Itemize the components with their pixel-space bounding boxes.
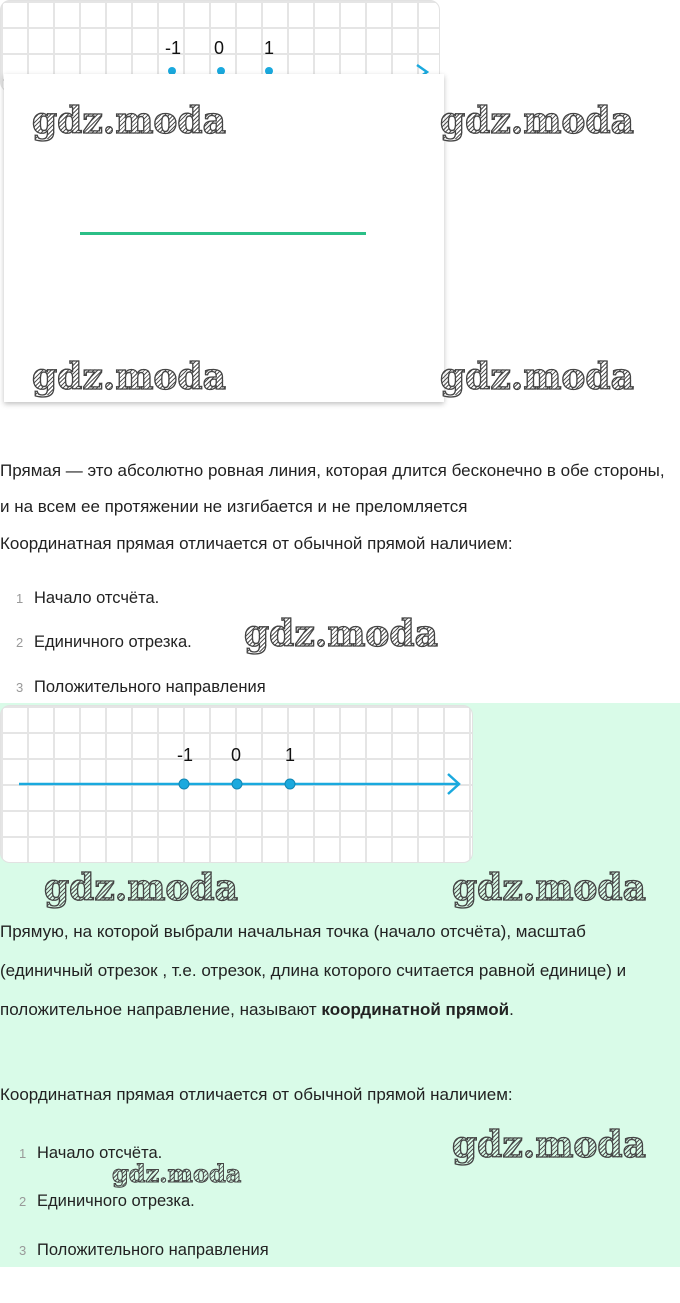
list-item	[19, 1239, 269, 1262]
list-item	[16, 631, 192, 654]
definition-end: .	[509, 1000, 514, 1019]
list-item-number: 3	[19, 1243, 27, 1258]
definition-text: Прямую, на которой выбрали начальная точка (начало отсчёта), масштаб (единичный отрезок , т.е. отрезок, длина которого считается равной единице) и положительное направление, называют	[0, 922, 627, 1019]
watermark: gdz.moda	[440, 356, 634, 398]
list-item-number: 3	[16, 680, 24, 695]
watermark: gdz.moda	[244, 613, 438, 655]
intro-paragraph: Координатная прямая отличается от обычной прямой наличием:	[0, 534, 513, 553]
top-tick-label-0: 0	[214, 38, 225, 58]
watermark: gdz.moda	[32, 356, 226, 398]
list-item-number: 2	[16, 635, 24, 650]
watermark: gdz.moda	[452, 867, 646, 909]
top-tick-label-1: 1	[264, 38, 275, 58]
coordinate-line-definition	[0, 912, 678, 1029]
list-item-label: Единичного отрезка.	[34, 633, 192, 651]
list-item-number: 2	[19, 1194, 27, 1209]
list-item	[16, 587, 159, 610]
tick-label-minus1: -1	[177, 745, 194, 765]
definition-term: координатной прямой	[321, 1000, 510, 1019]
watermark: gdz.moda	[452, 1124, 646, 1166]
definition-paragraph: Прямая — это абсолютно ровная линия, которая длится бесконечно в обе стороны, и на всем ее протяжении не изгибается и не преломляется	[0, 461, 665, 516]
list-item-label: Начало отсчёта.	[37, 1144, 163, 1162]
number-line-grid	[0, 705, 473, 863]
list-item	[19, 1190, 195, 1213]
straight-line	[80, 232, 366, 235]
list-item-label: Положительного направления	[37, 1241, 269, 1259]
list-item-label: Положительного направления	[34, 678, 266, 696]
watermark: gdz.moda	[112, 1159, 242, 1188]
list-item-label: Начало отсчёта.	[34, 589, 160, 607]
top-tick-label-minus1: -1	[165, 38, 182, 58]
list-item-number: 1	[19, 1146, 27, 1161]
tick-label-0: 0	[231, 745, 242, 765]
intro-paragraph-green: Координатная прямая отличается от обычной прямой наличием:	[0, 1085, 513, 1104]
coordinate-axis	[1, 770, 472, 798]
list-item-label: Единичного отрезка.	[37, 1192, 195, 1210]
list-item	[16, 676, 266, 699]
list-item-number: 1	[16, 591, 24, 606]
watermark: gdz.moda	[32, 100, 226, 142]
tick-label-1: 1	[285, 745, 296, 765]
watermark: gdz.moda	[44, 867, 238, 909]
watermark: gdz.moda	[440, 100, 634, 142]
